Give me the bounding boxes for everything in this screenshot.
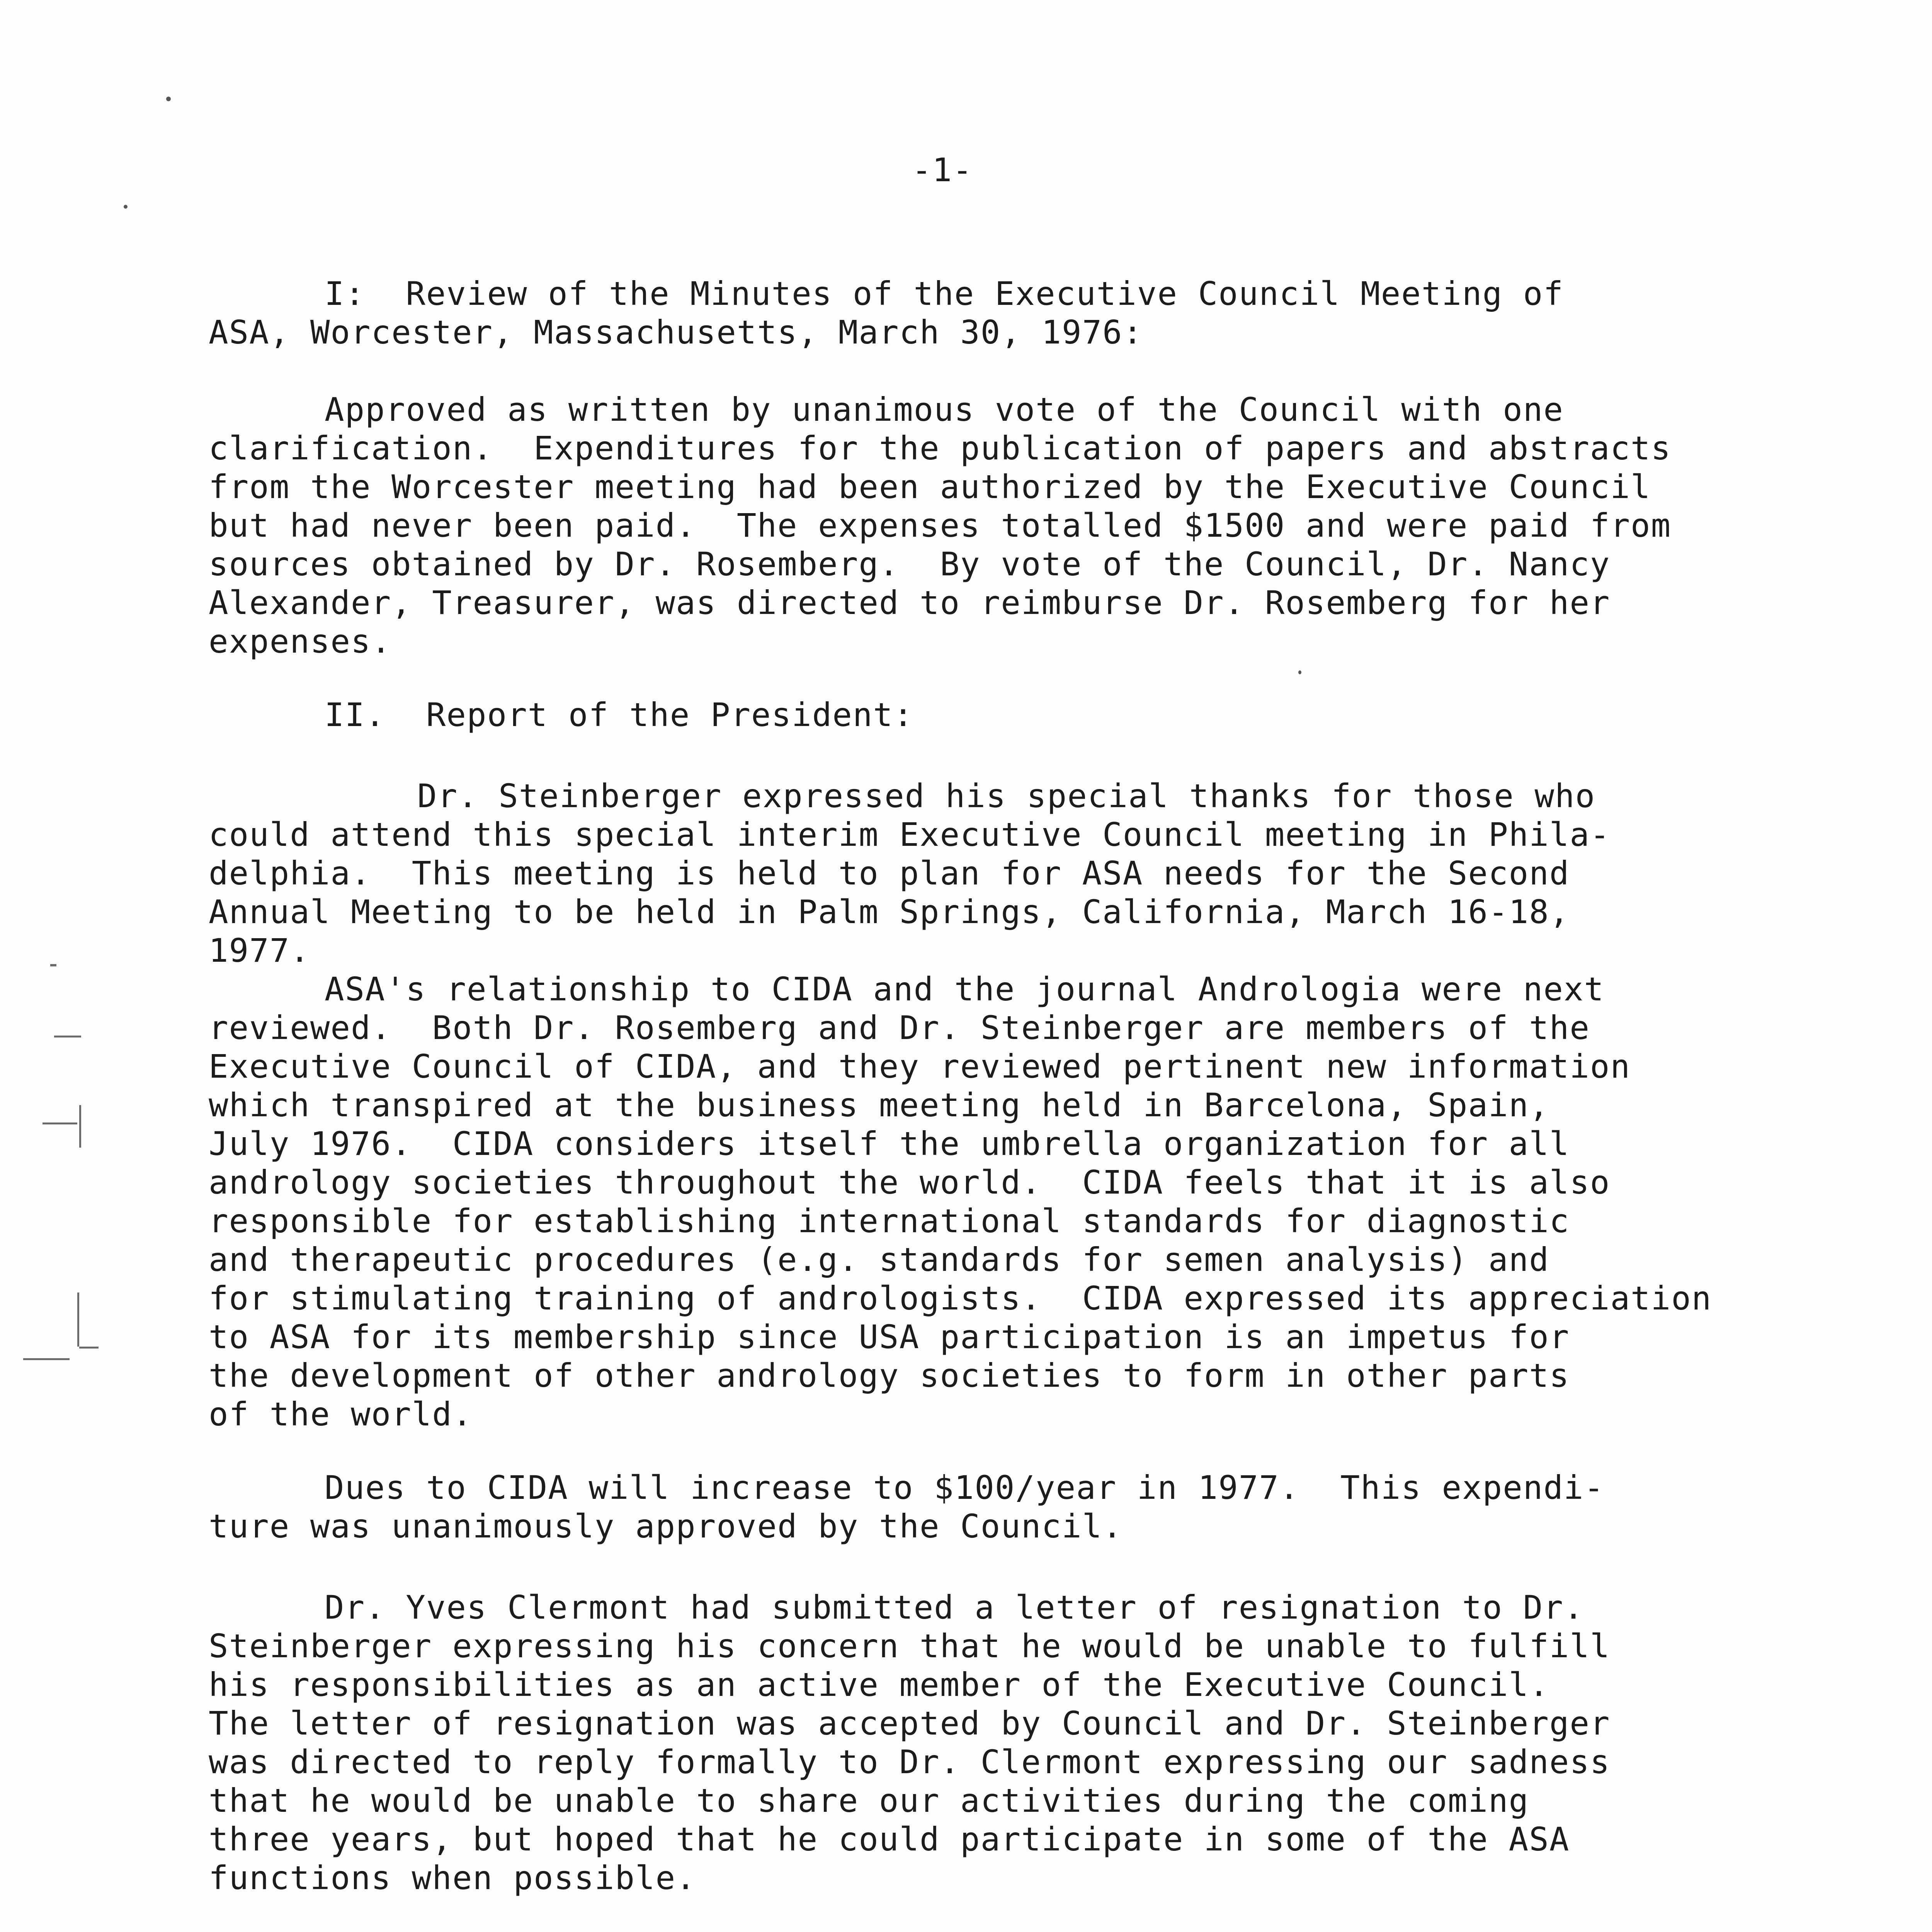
text-line: Dr. Yves Clermont had submitted a letter of resignation to Dr. [325, 1588, 1584, 1626]
text-line: Annual Meeting to be held in Palm Springs, California, March 16-18, [209, 893, 1570, 931]
text-line: II. Report of the President: [325, 696, 914, 734]
scan-speck [1298, 670, 1301, 674]
text-line: the development of other andrology societies to form in other parts [209, 1357, 1570, 1395]
scan-speck [166, 97, 171, 101]
scan-mark [79, 1105, 81, 1148]
text-line: 1977. [209, 932, 310, 969]
text-line: and therapeutic procedures (e.g. standards for semen analysis) and [209, 1241, 1549, 1279]
section-president-heading [209, 696, 1901, 734]
section-president-report [209, 777, 1901, 1434]
text-line: ASA, Worcester, Massachusetts, March 30, 1976: [209, 313, 1143, 351]
text-line: The letter of resignation was accepted by Council and Dr. Steinberger [209, 1704, 1611, 1742]
section-dues [209, 1468, 1901, 1546]
text-line: functions when possible. [209, 1859, 696, 1897]
text-line: to ASA for its membership since USA participation is an impetus for [209, 1318, 1570, 1356]
text-line: his responsibilities as an active member of the Executive Council. [209, 1666, 1549, 1704]
scan-mark [79, 1347, 99, 1349]
text-line: Dues to CIDA will increase to $100/year in 1977. This expendi- [325, 1469, 1605, 1507]
text-line: of the world. [209, 1395, 473, 1433]
section-minutes-review [209, 274, 1901, 352]
text-line: which transpired at the business meeting held in Barcelona, Spain, [209, 1086, 1549, 1124]
scan-mark [43, 1122, 77, 1124]
text-line: expenses. [209, 622, 392, 660]
text-line: ture was unanimously approved by the Council. [209, 1507, 1123, 1545]
text-line: clarification. Expenditures for the publication of papers and abstracts [209, 429, 1672, 467]
text-line: could attend this special interim Executive Council meeting in Phila- [209, 816, 1611, 854]
text-line: delphia. This meeting is held to plan for ASA needs for the Second [209, 854, 1570, 892]
text-line: three years, but hoped that he could participate in some of the ASA [209, 1820, 1570, 1858]
text-line: from the Worcester meeting had been authorized by the Executive Council [209, 468, 1651, 506]
text-line: andrology societies throughout the world. CIDA feels that it is also [209, 1163, 1611, 1201]
text-line: Approved as written by unanimous vote of the Council with one [325, 391, 1564, 429]
text-line: but had never been paid. The expenses totalled $1500 and were paid from [209, 507, 1672, 544]
text-line: responsible for establishing international standards for diagnostic [209, 1202, 1570, 1240]
page-number: -1- [912, 151, 973, 189]
scan-mark [77, 1293, 79, 1347]
scan-mark [23, 1358, 70, 1360]
text-line: Steinberger expressing his concern that he would be unable to fulfill [209, 1627, 1611, 1665]
text-line: Alexander, Treasurer, was directed to reimburse Dr. Rosemberg for her [209, 584, 1611, 622]
text-line: I: Review of the Minutes of the Executive Council Meeting of [325, 275, 1564, 313]
text-line: that he would be unable to share our activities during the coming [209, 1782, 1529, 1820]
text-line: for stimulating training of andrologists. CIDA expressed its appreciation [209, 1279, 1712, 1317]
scan-mark [50, 964, 56, 966]
text-line: Executive Council of CIDA, and they reviewed pertinent new information [209, 1048, 1631, 1085]
text-line: ASA's relationship to CIDA and the journal Andrologia were next [325, 970, 1605, 1008]
text-line: reviewed. Both Dr. Rosemberg and Dr. Steinberger are members of the [209, 1009, 1590, 1047]
text-line: Dr. Steinberger expressed his special thanks for those who [417, 777, 1596, 815]
text-line: July 1976. CIDA considers itself the umbrella organization for all [209, 1125, 1570, 1163]
section-approval [209, 390, 1901, 661]
text-line: sources obtained by Dr. Rosemberg. By vote of the Council, Dr. Nancy [209, 545, 1611, 583]
scan-mark [54, 1036, 81, 1037]
scan-speck [124, 205, 128, 209]
text-line: was directed to reply formally to Dr. Clermont expressing our sadness [209, 1743, 1611, 1781]
section-clermont [209, 1588, 1901, 1897]
